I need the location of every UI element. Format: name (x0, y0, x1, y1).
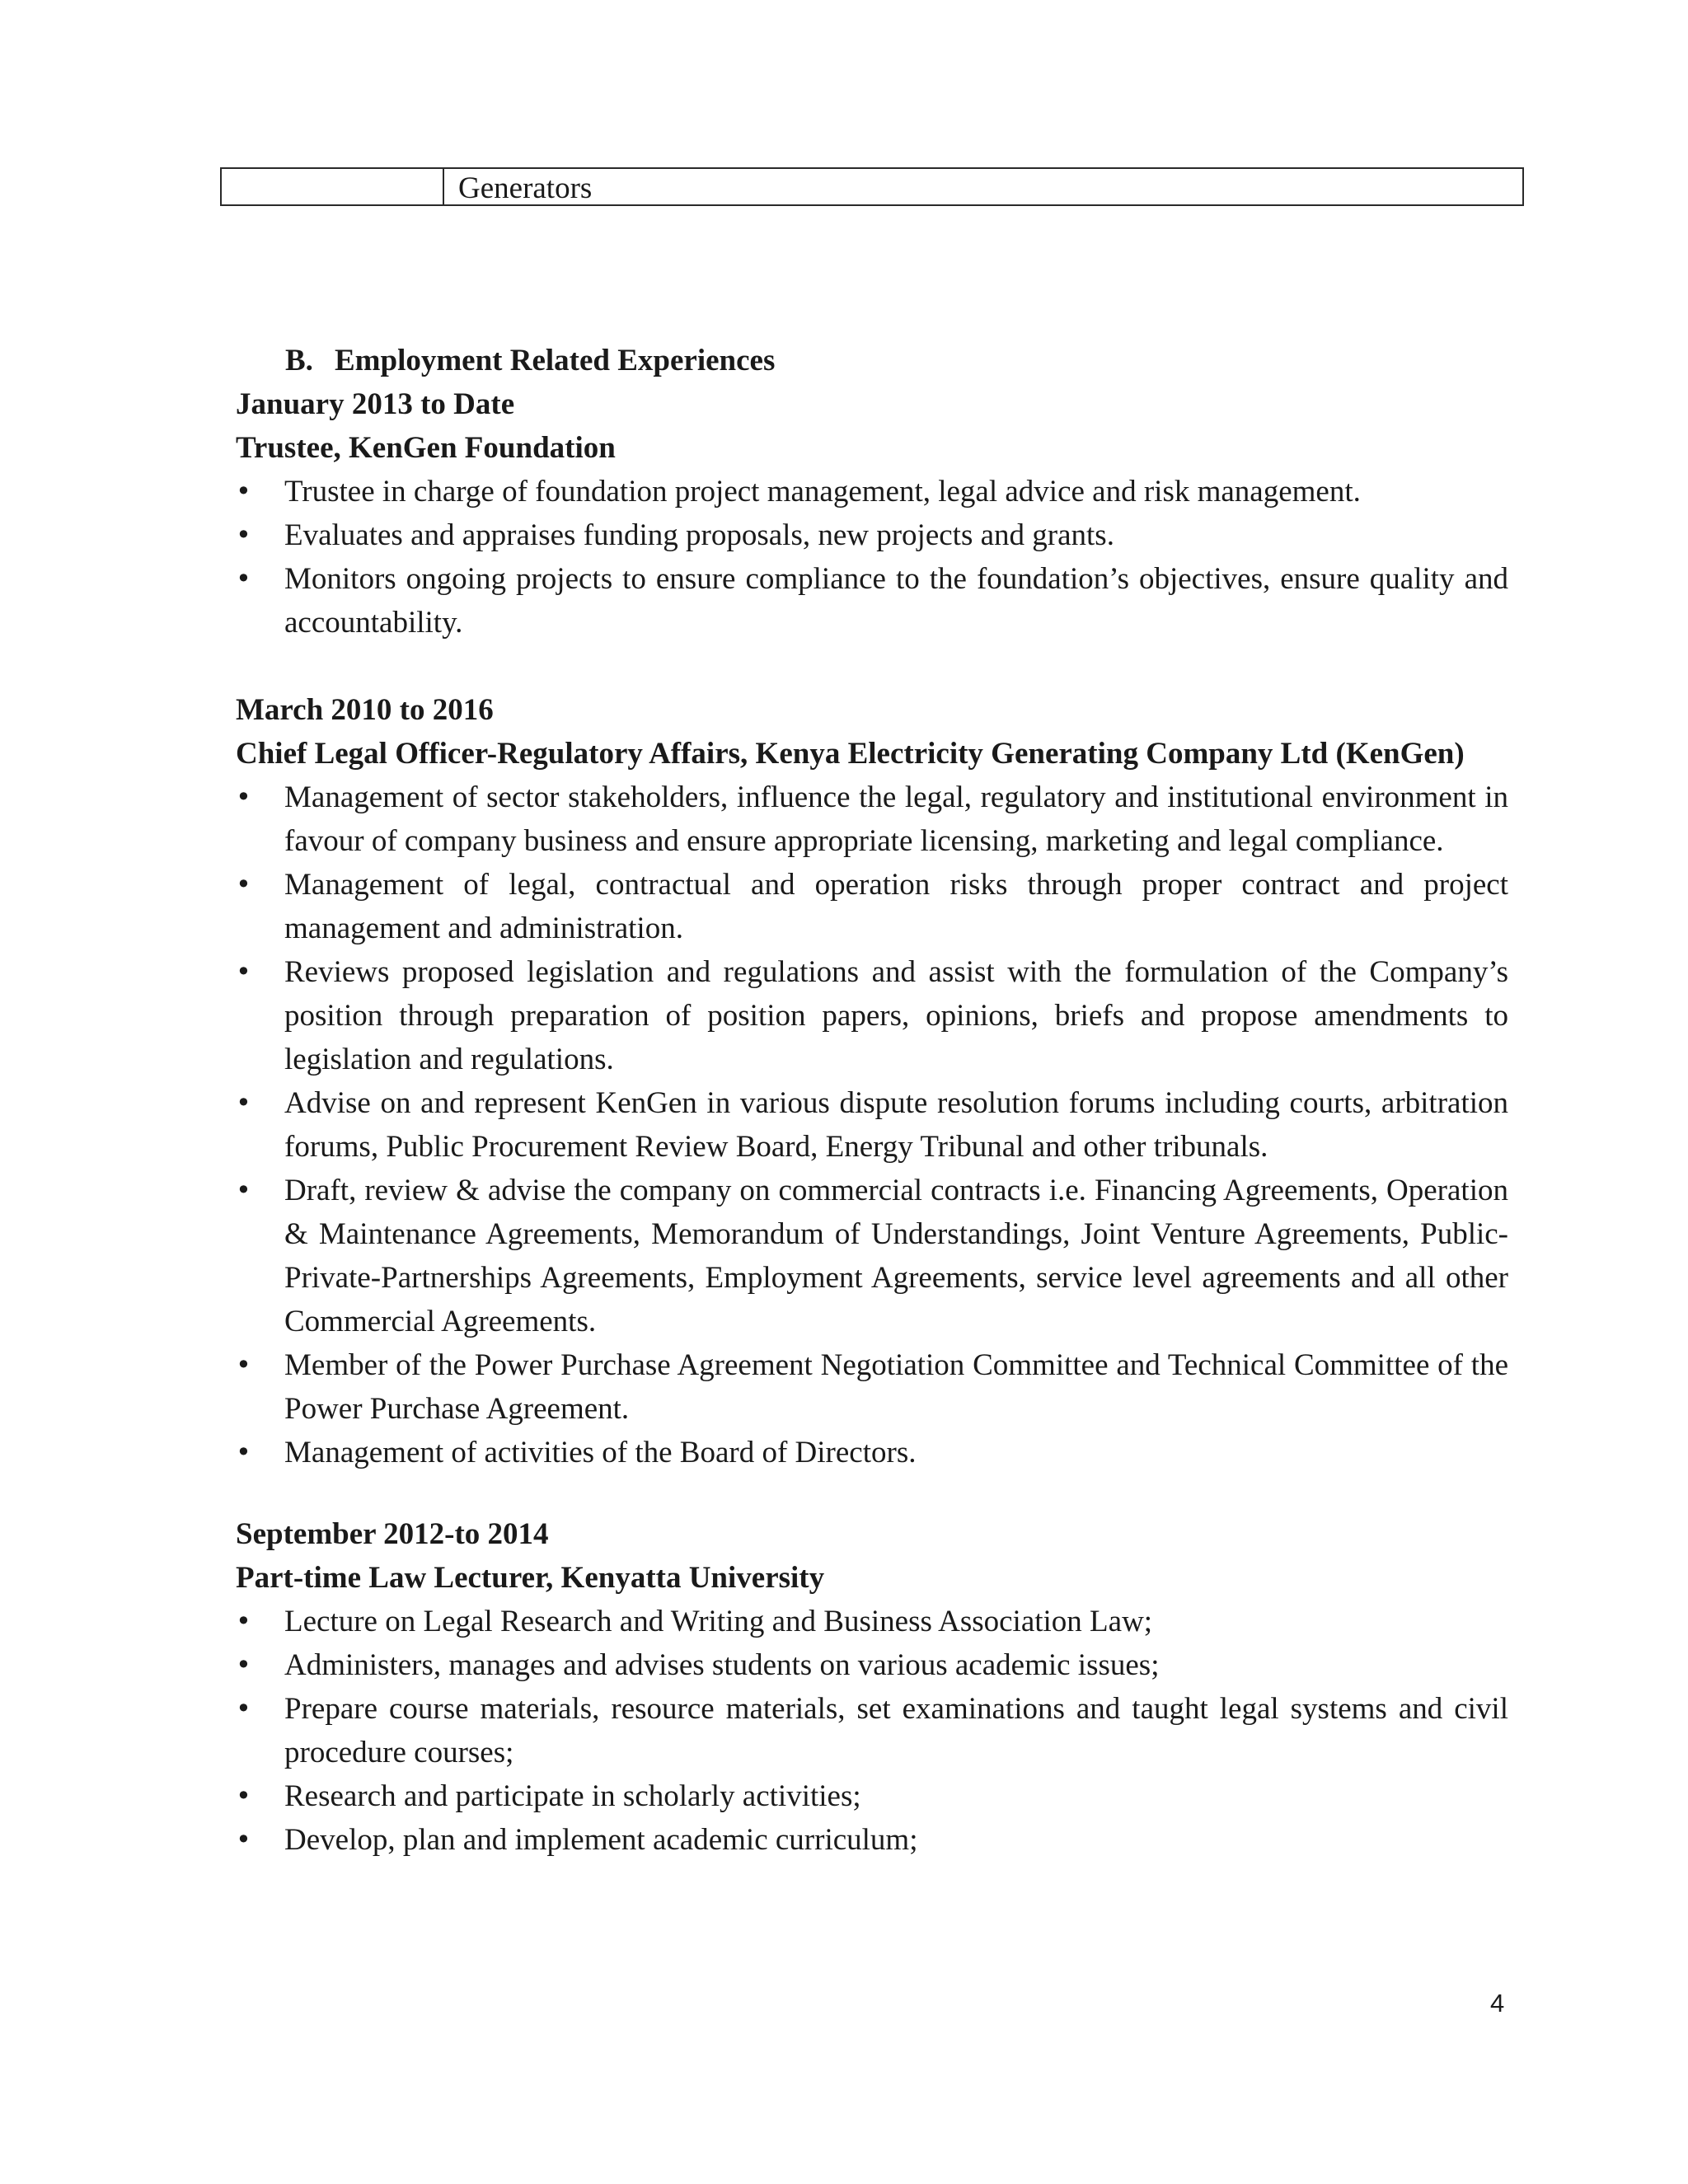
job-entry (236, 688, 1508, 1474)
job-dates: January 2013 to Date (236, 387, 515, 421)
list-item: • Research and participate in scholarly activities; (236, 1774, 1508, 1818)
table-column-divider (443, 169, 444, 204)
list-item: • Draft, review & advise the company on commercial contracts i.e. Financing Agreements, Operation & Maintenance Agreements, Memorandum of Understandings, Joint Venture Agreements, Public-Private-Partnerships Agreements, Employment Agreements, service level agreements and all other Commercial Agreements. (236, 1169, 1508, 1343)
list-item: • Reviews proposed legislation and regulations and assist with the formulation of the Company’s position through preparation of position papers, opinions, briefs and propose amendments to legislation and regulations. (236, 950, 1508, 1081)
list-item: • Administers, manages and advises students on various academic issues; (236, 1643, 1508, 1687)
list-item: • Trustee in charge of foundation project management, legal advice and risk management. (236, 470, 1508, 513)
list-item: • Advise on and represent KenGen in various dispute resolution forums including courts, arbitration forums, Public Procurement Review Board, Energy Tribunal and other tribunals. (236, 1081, 1508, 1169)
list-item: • Prepare course materials, resource materials, set examinations and taught legal systems and civil procedure courses; (236, 1687, 1508, 1774)
job-duties-list (236, 1600, 1508, 1862)
job-dates: September 2012-to 2014 (236, 1517, 549, 1551)
table-row (220, 167, 1524, 206)
list-item: • Management of legal, contractual and operation risks through proper contract and project management and administration. (236, 863, 1508, 950)
document-body (236, 339, 1508, 1862)
spacer (236, 1474, 1508, 1512)
list-item: • Lecture on Legal Research and Writing and Business Association Law; (236, 1600, 1508, 1643)
section-title: Employment Related Experiences (335, 344, 776, 377)
job-title: Chief Legal Officer-Regulatory Affairs, Kenya Electricity Generating Company Ltd (KenGen) (236, 737, 1465, 771)
job-dates: March 2010 to 2016 (236, 693, 494, 727)
section-heading (236, 339, 1508, 382)
job-duties-list (236, 776, 1508, 1474)
job-entry (236, 382, 1508, 644)
job-duties-list (236, 470, 1508, 644)
job-entry (236, 1512, 1508, 1862)
table-cell-text: Generators (458, 171, 593, 205)
list-item: • Develop, plan and implement academic curriculum; (236, 1818, 1508, 1862)
spacer (236, 644, 1508, 688)
list-item: • Monitors ongoing projects to ensure compliance to the foundation’s objectives, ensure quality and accountability. (236, 557, 1508, 644)
list-item: • Management of sector stakeholders, influence the legal, regulatory and institutional environment in favour of company business and ensure appropriate licensing, marketing and legal compliance. (236, 776, 1508, 863)
job-title: Part-time Law Lecturer, Kenyatta University (236, 1561, 825, 1595)
list-item: • Evaluates and appraises funding proposals, new projects and grants. (236, 513, 1508, 557)
list-item: • Management of activities of the Board of Directors. (236, 1431, 1508, 1474)
page-number: 4 (1490, 1989, 1505, 2018)
list-item: • Member of the Power Purchase Agreement Negotiation Committee and Technical Committee of the Power Purchase Agreement. (236, 1343, 1508, 1431)
section-letter: B. (285, 344, 313, 377)
job-title: Trustee, KenGen Foundation (236, 431, 616, 465)
